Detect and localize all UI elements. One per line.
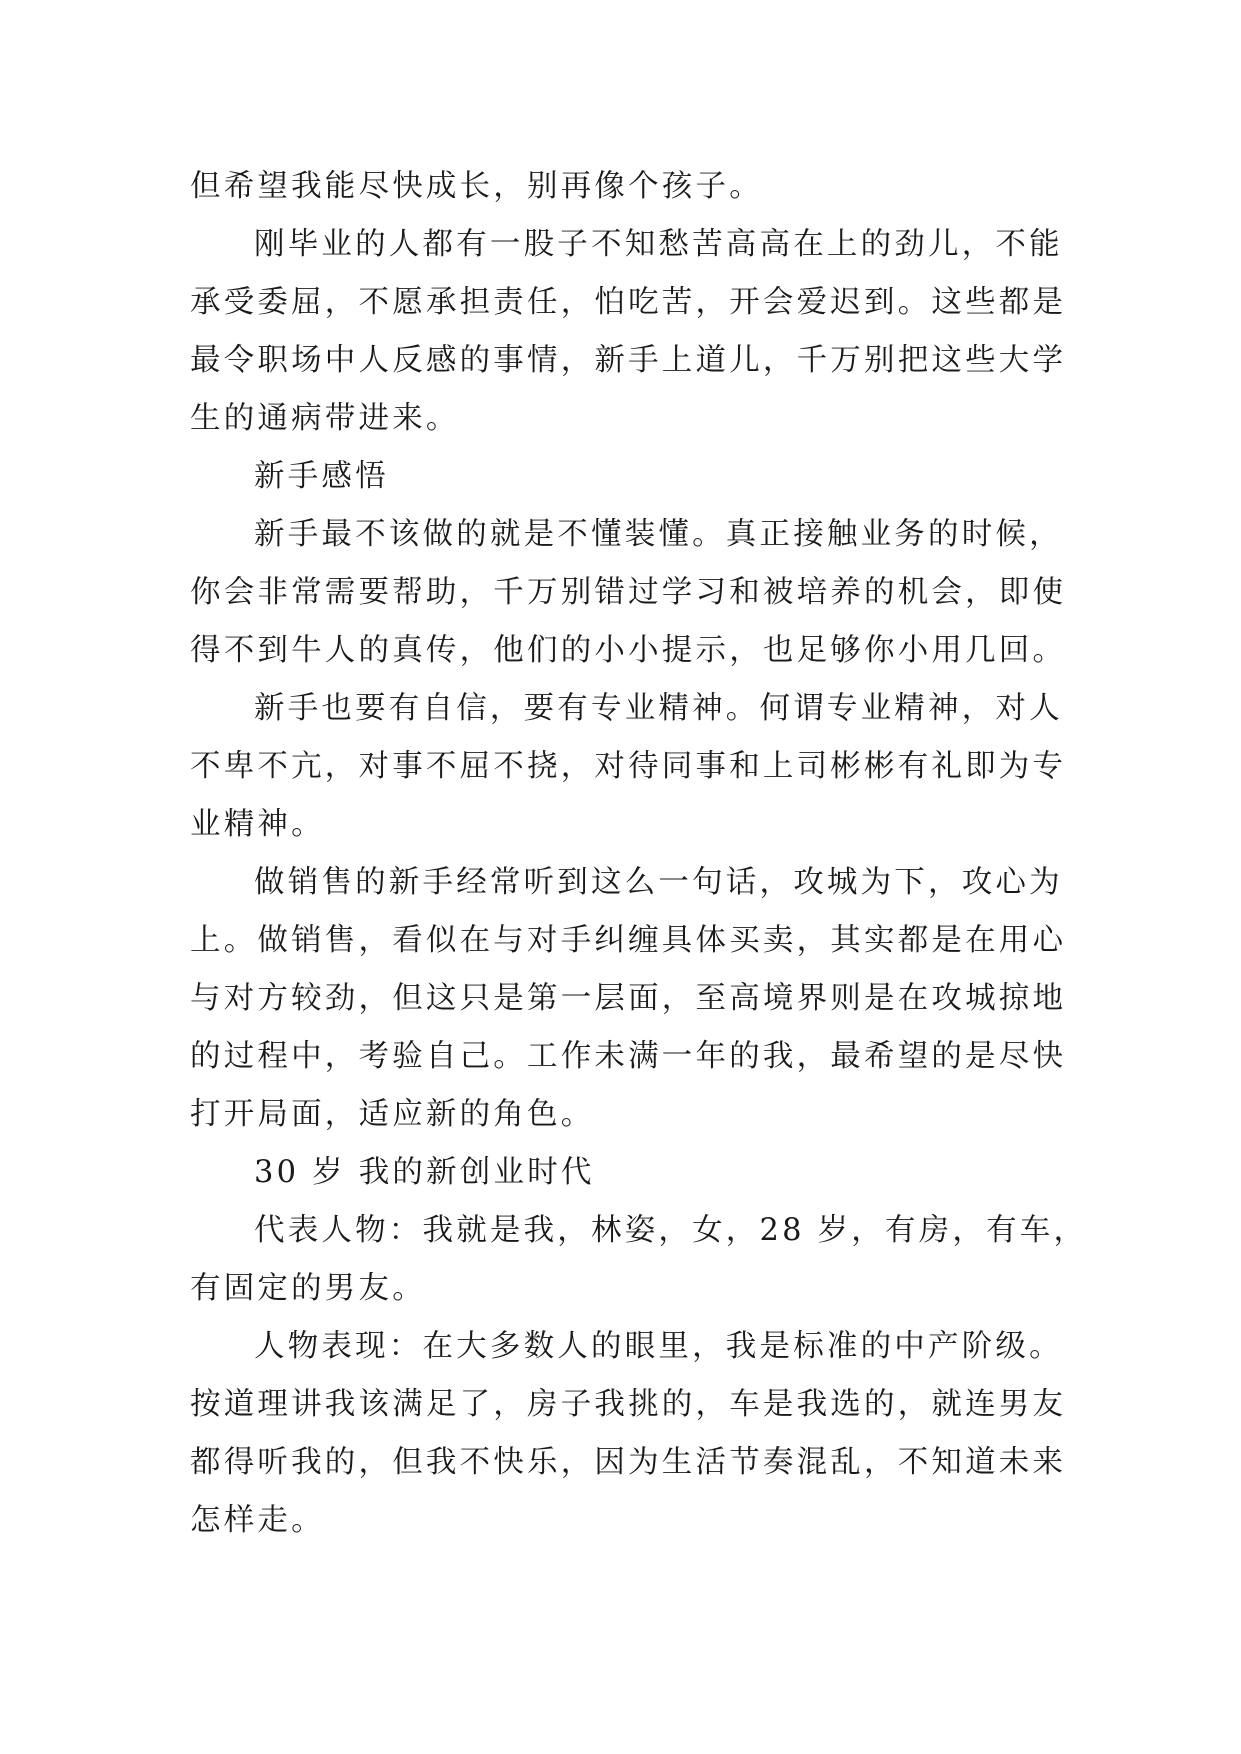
text-line: 做销售的新手经常听到这么一句话，攻城为下，攻心为 (254, 865, 1063, 900)
text-line: 怎样走。 (190, 1503, 325, 1538)
text-line: 业精神。 (190, 807, 325, 842)
document-body (190, 158, 1088, 1550)
text-line: 的过程中，考验自己。工作未满一年的我，最希望的是尽快 (190, 1039, 1067, 1074)
text-line: 最令职场中人反感的事情，新手上道儿，千万别把这些大学 (190, 343, 1067, 378)
text-line: 人物表现：在大多数人的眼里，我是标准的中产阶级。 (254, 1329, 1063, 1364)
text-line: 有固定的男友。 (190, 1271, 426, 1306)
text-line: 上。做销售，看似在与对手纠缠具体买卖，其实都是在用心 (190, 923, 1067, 958)
section-heading: 30 岁 我的新创业时代 (254, 1155, 595, 1190)
text-line: 都得听我的，但我不快乐，因为生活节奏混乱，不知道未来 (190, 1445, 1067, 1480)
text-line: 新手也要有自信，要有专业精神。何谓专业精神，对人 (254, 691, 1063, 726)
text-line: 与对方较劲，但这只是第一层面，至高境界则是在攻城掠地 (190, 981, 1067, 1016)
text-line: 但希望我能尽快成长，别再像个孩子。 (190, 169, 763, 204)
text-line: 按道理讲我该满足了，房子我挑的，车是我选的，就连男友 (190, 1387, 1067, 1422)
text-line: 打开局面，适应新的角色。 (190, 1097, 595, 1132)
text-line: 生的通病带进来。 (190, 401, 460, 436)
text-line: 承受委屈，不愿承担责任，怕吃苦，开会爱迟到。这些都是 (190, 285, 1067, 320)
section-heading: 新手感悟 (254, 459, 389, 494)
text-line: 不卑不亢，对事不屈不挠，对待同事和上司彬彬有礼即为专 (190, 749, 1067, 784)
text-line: 新手最不该做的就是不懂装懂。真正接触业务的时候， (254, 517, 1063, 552)
text-line: 得不到牛人的真传，他们的小小提示，也足够你小用几回。 (190, 633, 1067, 668)
text-line: 代表人物：我就是我，林姿，女，28 岁，有房，有车， (254, 1213, 1088, 1248)
text-line: 刚毕业的人都有一股子不知愁苦高高在上的劲儿，不能 (254, 227, 1063, 262)
text-line: 你会非常需要帮助，千万别错过学习和被培养的机会，即使 (190, 575, 1067, 610)
